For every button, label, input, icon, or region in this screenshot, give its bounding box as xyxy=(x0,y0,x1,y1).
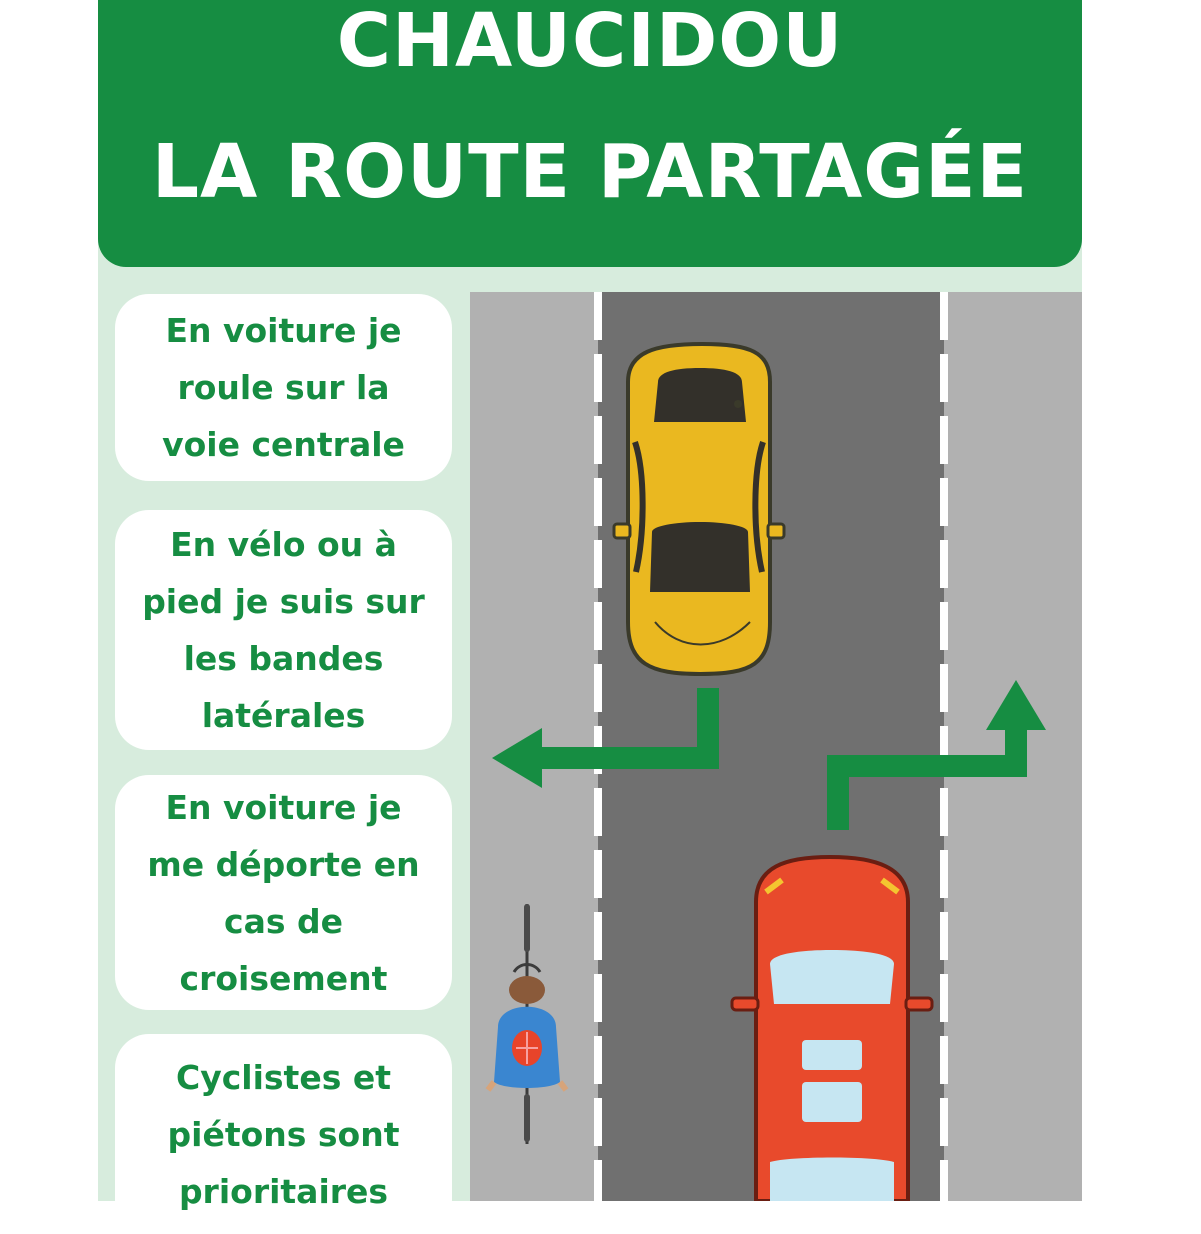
rule-card-central-lane xyxy=(115,294,452,481)
rule-text: En vélo ou à pied je suis sur les bandes latérales xyxy=(142,525,425,735)
title-line-1: CHAUCIDOU xyxy=(336,0,844,84)
title-line-2: LA ROUTE PARTAGÉE xyxy=(151,129,1029,215)
red-car xyxy=(732,857,932,1201)
rule-card-priority xyxy=(115,1034,452,1234)
yellow-car xyxy=(614,344,784,674)
title-banner xyxy=(98,0,1082,267)
road-illustration xyxy=(470,292,1082,1201)
rule-text: Cyclistes et piétons sont prioritaires xyxy=(167,1057,400,1211)
rule-card-crossing xyxy=(115,775,452,1010)
rule-text: En voiture je me déporte en cas de croisement xyxy=(147,787,420,998)
rule-text: En voiture je roule sur la voie centrale xyxy=(162,311,405,464)
rule-card-side-lanes xyxy=(115,510,452,750)
